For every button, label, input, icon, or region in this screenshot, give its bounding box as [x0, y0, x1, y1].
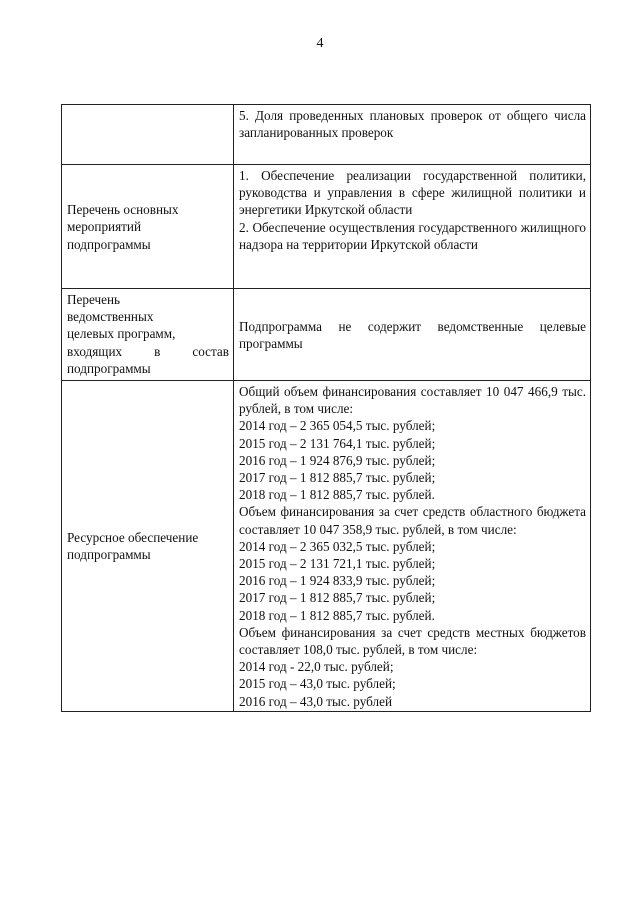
funding-year-line: 2017 год – 1 812 885,7 тыс. рублей;	[239, 590, 436, 606]
label-line: подпрограммы	[67, 360, 151, 376]
funding-year-line: 2015 год – 2 131 764,1 тыс. рублей;	[239, 435, 436, 451]
funding-year-line: 2016 год – 1 924 876,9 тыс. рублей;	[239, 452, 436, 468]
table-row-departmental-programs	[62, 289, 591, 381]
row-content-resource-provision	[234, 381, 591, 712]
funding-year-line: 2016 год – 1 924 833,9 тыс. рублей;	[239, 573, 436, 589]
funding-year-line: 2014 год - 22,0 тыс. рублей;	[239, 659, 394, 675]
funding-year-line: 2018 год – 1 812 885,7 тыс. рублей.	[239, 607, 435, 623]
funding-year-line: 2018 год – 1 812 885,7 тыс. рублей.	[239, 487, 435, 503]
indicator-5-text: 5. Доля проведенных плановых проверок от общего числа запланированных проверок	[239, 108, 586, 141]
funding-year-line: 2016 год – 43,0 тыс. рублей	[239, 693, 393, 709]
row-label-departmental-programs	[62, 289, 234, 381]
label-line: Ресурсное обеспечение	[67, 530, 199, 546]
funding-year-line: 2015 год – 2 131 721,1 тыс. рублей;	[239, 556, 436, 572]
label-line: ведомственных	[67, 309, 154, 325]
activity-item-1: 1. Обеспечение реализации государственной политики, руководства и управления в сфере жилищной политики и энергетики Иркутской области	[239, 168, 586, 218]
total-funding-text: Общий объем финансирования составляет 10 047 466,9 тыс. рублей, в том числе:	[239, 384, 586, 417]
row-label-main-activities	[62, 165, 234, 289]
table-row-main-activities	[62, 165, 591, 289]
row-content-departmental-programs	[234, 289, 591, 381]
row-content-main-activities	[234, 165, 591, 289]
label-line: мероприятий	[67, 219, 142, 235]
activity-item-2: 2. Обеспечение осуществления государственного жилищного надзора на территории Иркутской области	[239, 219, 586, 252]
local-budget-text: Объем финансирования за счет средств местных бюджетов составляет 108,0 тыс. рублей, в том числе:	[239, 624, 586, 658]
funding-year-line: 2014 год – 2 365 054,5 тыс. рублей;	[239, 418, 436, 434]
subprogram-passport-table	[61, 104, 591, 712]
row-label-empty	[62, 105, 234, 165]
funding-year-line: 2015 год – 43,0 тыс. рублей;	[239, 676, 396, 692]
departmental-programs-text: Подпрограмма не содержит ведомственные целевые программы	[239, 318, 586, 351]
funding-year-line: 2014 год – 2 365 032,5 тыс. рублей;	[239, 538, 436, 554]
label-line: целевых программ,	[67, 326, 176, 342]
row-label-resource-provision	[62, 381, 234, 712]
funding-year-line: 2017 год – 1 812 885,7 тыс. рублей;	[239, 470, 436, 486]
label-line: подпрограммы	[67, 547, 151, 563]
table-row-resource-provision	[62, 381, 591, 712]
label-line: входящих в состав	[67, 343, 229, 359]
row-content-indicators	[234, 105, 591, 165]
label-line: подпрограммы	[67, 236, 151, 252]
table-row-indicators	[62, 105, 591, 165]
regional-budget-text: Объем финансирования за счет средств областного бюджета составляет 10 047 358,9 тыс. рублей, в том числе:	[239, 504, 586, 537]
page-number: 4	[316, 36, 324, 51]
label-line: Перечень основных	[67, 202, 179, 218]
label-line: Перечень	[67, 292, 121, 307]
